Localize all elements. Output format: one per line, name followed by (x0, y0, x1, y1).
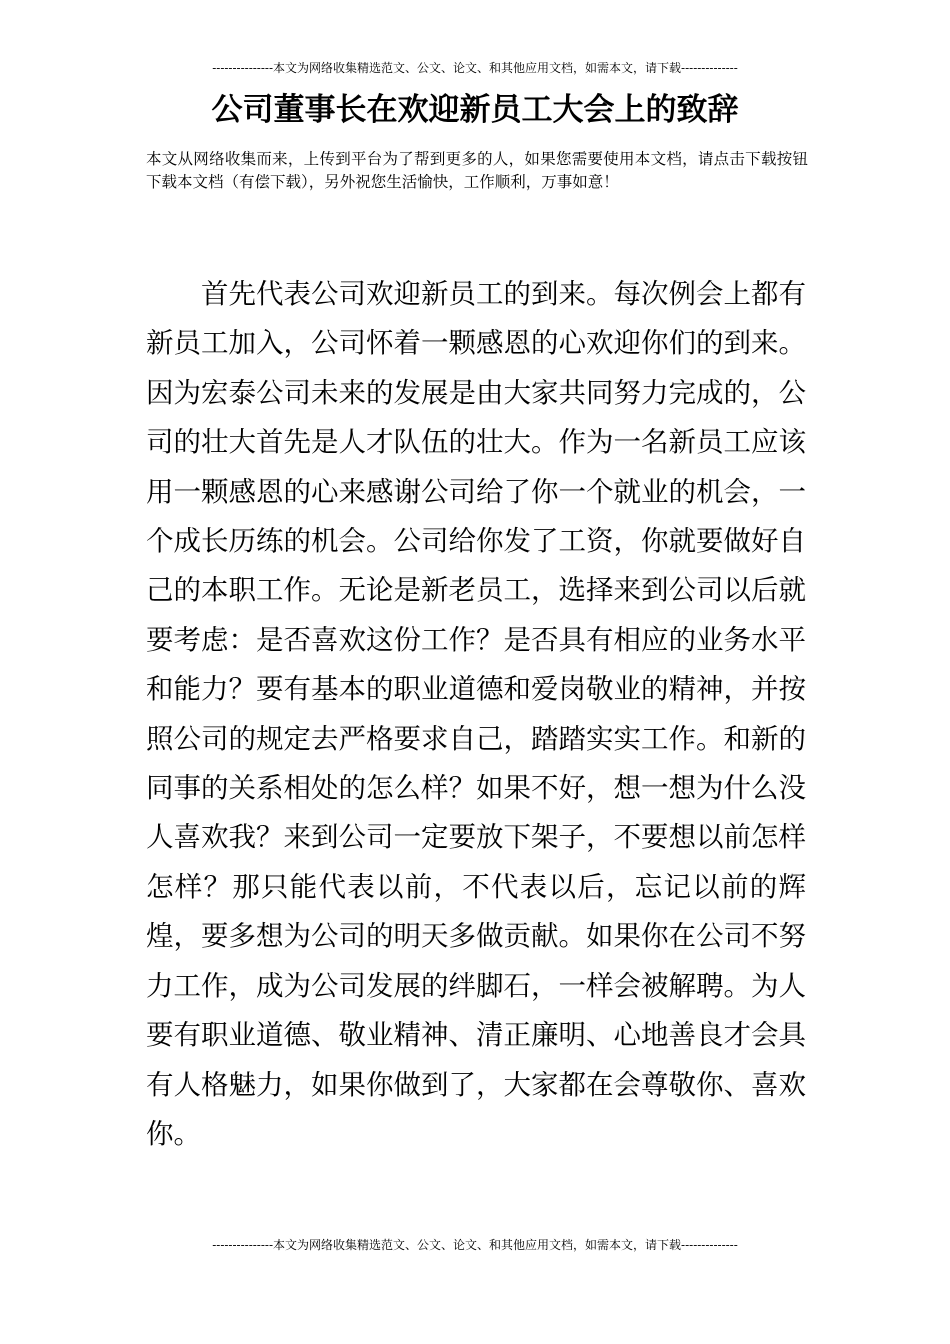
header-banner: ---------------本文为网络收集精选范文、公文、论文、和其他应用文档，如需本文，请下载-------------- (212, 61, 738, 75)
body-paragraph: 首先代表公司欢迎新员工的到来。每次例会上都有新员工加入，公司怀着一颗感恩的心欢迎你们的到来。因为宏泰公司未来的发展是由大家共同努力完成的，公司的壮大首先是人才队伍的壮大。作为一名新员工应该用一颗感恩的心来感谢公司给了你一个就业的机会，一个成长历练的机会。公司给你发了工资，你就要做好自己的本职工作。无论是新老员工，选择来到公司以后就要考虑：是否喜欢这份工作？是否具有相应的业务水平和能力？要有基本的职业道德和爱岗敬业的精神，并按照公司的规定去严格要求自己，踏踏实实工作。和新的同事的关系相处的怎么样？如果不好，想一想为什么没人喜欢我？来到公司一定要放下架子，不要想以前怎样怎样？那只能代表以前，不代表以后，忘记以前的辉煌，要多想为公司的明天多做贡献。如果你在公司不努力工作，成为公司发展的绊脚石，一样会被解聘。为人要有职业道德、敬业精神、清正廉明、心地善良才会具有人格魅力，如果你做到了，大家都在会尊敬你、喜欢你。 (146, 278, 806, 1150)
document-title: 公司董事长在欢迎新员工大会上的致辞 (211, 92, 739, 128)
footer-banner: ---------------本文为网络收集精选范文、公文、论文、和其他应用文档，如需本文，请下载-------------- (212, 1238, 738, 1252)
intro-paragraph: 本文从网络收集而来，上传到平台为了帮到更多的人，如果您需要使用本文档，请点击下载按钮下载本文档（有偿下载），另外祝您生活愉快，工作顺利，万事如意！ (146, 150, 808, 191)
